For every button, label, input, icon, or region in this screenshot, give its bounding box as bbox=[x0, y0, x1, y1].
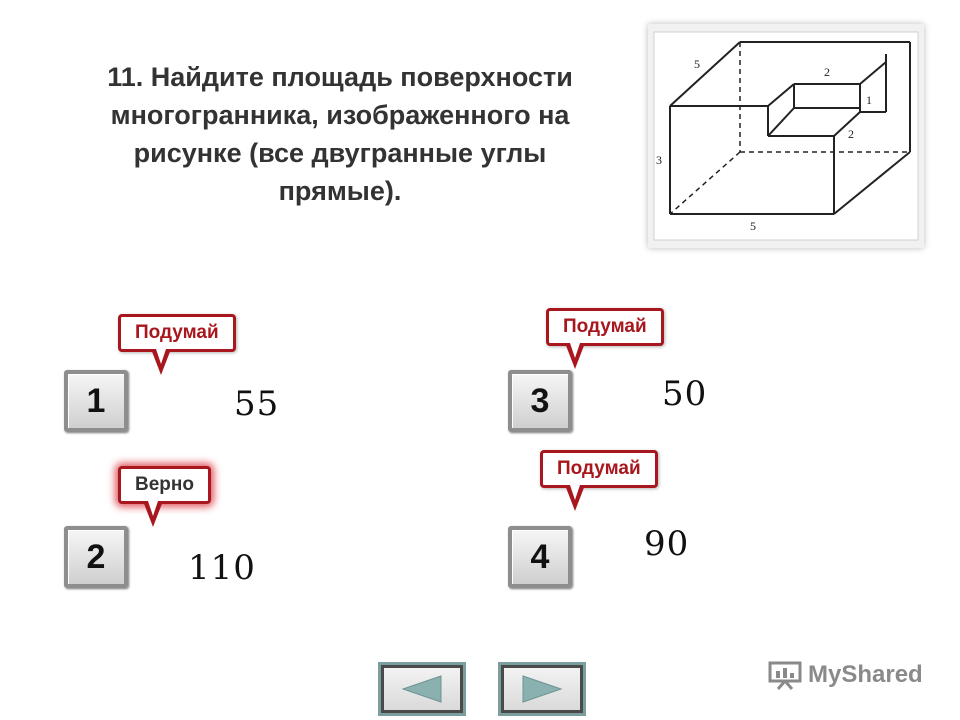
question-line: многогранника, изображенного на bbox=[110, 100, 570, 130]
option-1-answer: 55 bbox=[234, 384, 280, 424]
feedback-text: Подумай bbox=[557, 458, 641, 479]
polyhedron-drawing bbox=[648, 24, 924, 248]
left-arrow-icon bbox=[399, 674, 445, 704]
feedback-text: Подумай bbox=[563, 316, 647, 337]
feedback-text: Верно bbox=[135, 474, 194, 495]
option-3-answer: 50 bbox=[662, 374, 708, 414]
bubble-tail bbox=[565, 485, 585, 511]
bubble-tail bbox=[143, 501, 163, 527]
question-line: 11. Найдите площадь поверхности bbox=[107, 62, 573, 92]
option-4-answer: 90 bbox=[644, 524, 690, 564]
label-notch-height: 1 bbox=[866, 93, 872, 107]
myshared-watermark bbox=[768, 658, 923, 692]
option-2-button[interactable]: 2 bbox=[64, 526, 128, 588]
watermark-text: MyShared bbox=[808, 661, 923, 688]
presentation-chart-icon bbox=[768, 660, 802, 690]
feedback-bubble-2 bbox=[118, 466, 211, 504]
label-top-depth: 5 bbox=[694, 57, 700, 71]
polyhedron-figure bbox=[648, 24, 924, 248]
next-slide-button[interactable] bbox=[498, 662, 586, 716]
feedback-bubble-1 bbox=[118, 314, 236, 352]
right-arrow-icon bbox=[519, 674, 565, 704]
question-line: прямые). bbox=[278, 176, 402, 206]
prev-slide-button[interactable] bbox=[378, 662, 466, 716]
question-line: рисунке (все двугранные углы bbox=[133, 138, 547, 168]
label-bottom-width: 5 bbox=[750, 219, 756, 233]
question-text bbox=[40, 58, 640, 210]
feedback-bubble-3 bbox=[546, 308, 664, 346]
option-1-button[interactable]: 1 bbox=[64, 370, 128, 432]
bubble-tail bbox=[151, 349, 171, 375]
label-notch-width: 2 bbox=[824, 65, 830, 79]
option-2-answer: 110 bbox=[188, 548, 256, 588]
option-3-button[interactable]: 3 bbox=[508, 370, 572, 432]
option-4-button[interactable]: 4 bbox=[508, 526, 572, 588]
label-notch-depth: 2 bbox=[848, 127, 854, 141]
feedback-bubble-4 bbox=[540, 450, 658, 488]
bubble-tail bbox=[565, 343, 585, 369]
label-height: 3 bbox=[656, 153, 662, 167]
feedback-text: Подумай bbox=[135, 322, 219, 343]
